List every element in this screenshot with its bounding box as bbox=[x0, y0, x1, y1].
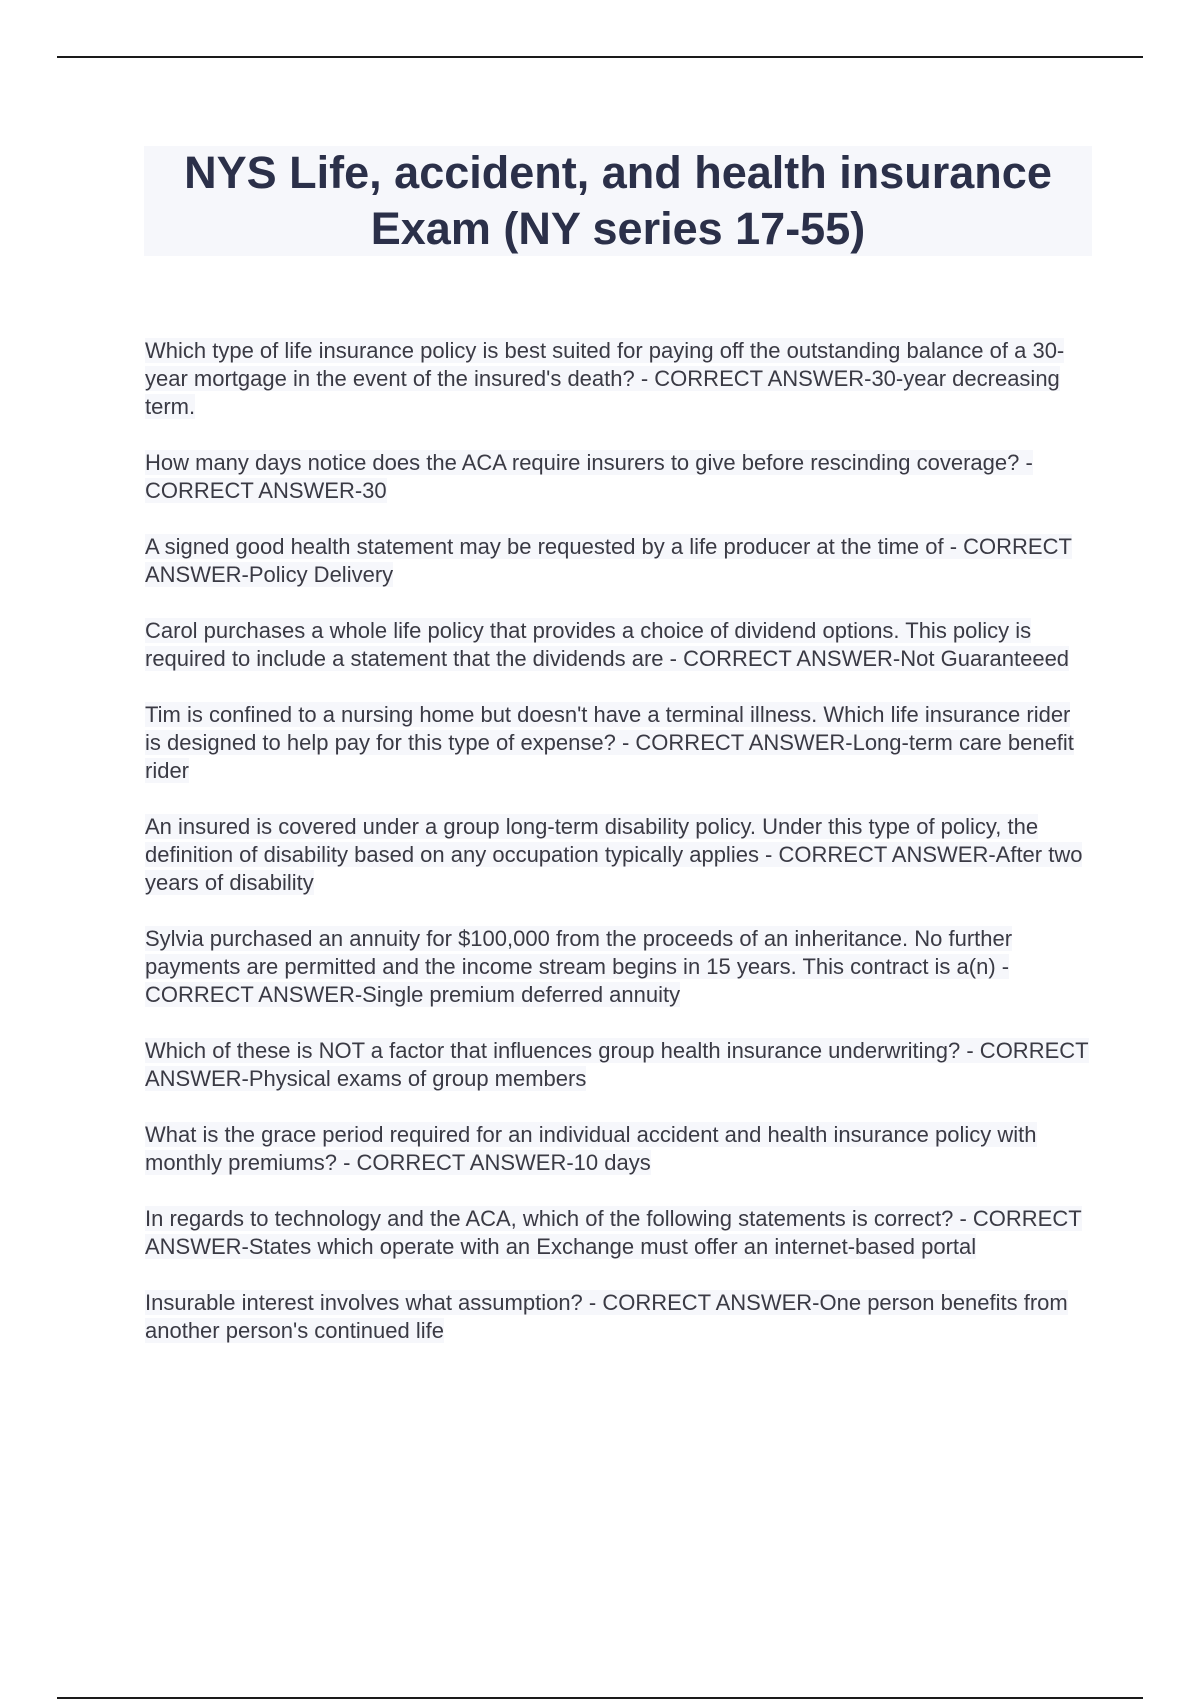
qa-text: In regards to technology and the ACA, which of the following statements is correct? - CORRECT ANSWER-States which operate with an Exchange must offer an internet-based portal bbox=[145, 1206, 1082, 1259]
qa-text: Sylvia purchased an annuity for $100,000 from the proceeds of an inheritance. No further payments are permitted and the income stream begins in 15 years. This contract is a(n) - CORRECT ANSWER-Single premium deferred annuity bbox=[145, 926, 1013, 1007]
qa-text: A signed good health statement may be requested by a life producer at the time of - CORRECT ANSWER-Policy Delivery bbox=[145, 534, 1072, 587]
qa-item bbox=[145, 1289, 1091, 1345]
qa-text: An insured is covered under a group long-term disability policy. Under this type of policy, the definition of disability based on any occupation typically applies - CORRECT ANSWER-After two years of disability bbox=[145, 814, 1083, 895]
qa-item bbox=[145, 1037, 1091, 1093]
qa-list bbox=[145, 337, 1091, 1373]
qa-item bbox=[145, 449, 1091, 505]
qa-item bbox=[145, 1205, 1091, 1261]
qa-item bbox=[145, 617, 1091, 673]
qa-text: How many days notice does the ACA require insurers to give before rescinding coverage? - CORRECT ANSWER-30 bbox=[145, 450, 1033, 503]
qa-text: What is the grace period required for an individual accident and health insurance policy with monthly premiums? - CORRECT ANSWER-10 days bbox=[145, 1122, 1037, 1175]
qa-item bbox=[145, 925, 1091, 1009]
qa-item bbox=[145, 1121, 1091, 1177]
qa-item bbox=[145, 337, 1091, 421]
qa-item bbox=[145, 813, 1091, 897]
top-rule bbox=[57, 56, 1143, 58]
qa-item bbox=[145, 533, 1091, 589]
qa-item bbox=[145, 701, 1091, 785]
qa-text: Which of these is NOT a factor that influences group health insurance underwriting? - CORRECT ANSWER-Physical exams of group members bbox=[145, 1038, 1089, 1091]
qa-text: Which type of life insurance policy is best suited for paying off the outstanding balance of a 30-year mortgage in the event of the insured's death? - CORRECT ANSWER-30-year decreasing term. bbox=[145, 338, 1065, 419]
bottom-rule bbox=[57, 1697, 1143, 1699]
qa-text: Carol purchases a whole life policy that provides a choice of dividend options. This policy is required to include a statement that the dividends are - CORRECT ANSWER-Not Guaranteeed bbox=[145, 618, 1070, 671]
qa-text: Insurable interest involves what assumption? - CORRECT ANSWER-One person benefits from another person's continued life bbox=[145, 1290, 1068, 1343]
title-block bbox=[144, 146, 1092, 256]
document-title: NYS Life, accident, and health insurance Exam (NY series 17-55) bbox=[184, 147, 1052, 254]
qa-text: Tim is confined to a nursing home but doesn't have a terminal illness. Which life insurance rider is designed to help pay for this type of expense? - CORRECT ANSWER-Long-term care benefit rider bbox=[145, 702, 1074, 783]
